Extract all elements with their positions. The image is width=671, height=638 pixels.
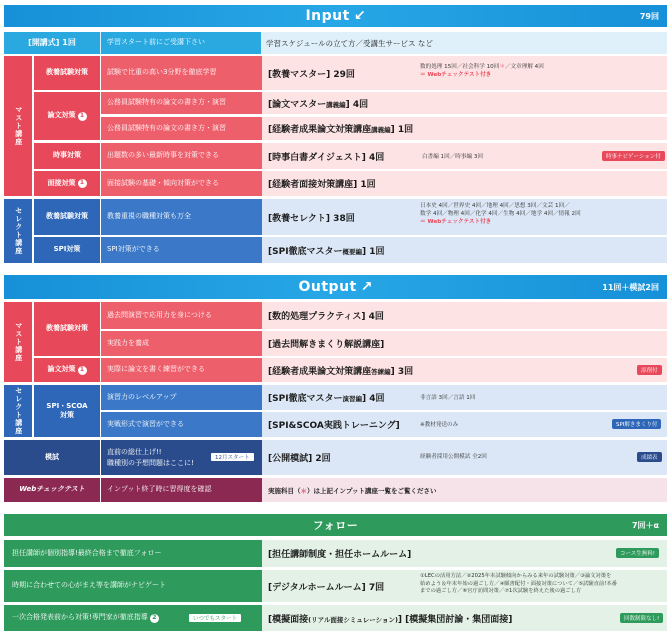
course-spi-master-practice: [SPI徹底マスター演習編] 4回 <box>268 394 385 404</box>
score-report-tag: 成績表 <box>637 452 662 462</box>
input-must-category-interview: 面接対策 1 <box>34 171 100 196</box>
webcheck-category: Webチェックテスト <box>4 478 100 502</box>
course-spi-master-overview: [SPI徹底マスター概要編] 1回 <box>268 246 385 257</box>
input-must-note: 白書編 1回／時事編 3回 <box>422 154 484 160</box>
input-select-category-general: 教養試験対策 <box>34 199 100 235</box>
follow-desc: 時期に合わせての心がまえ等を講師がナビゲート <box>4 570 262 602</box>
follow-desc: 一次合格発表前から対策!専門家が徹底指導 2 <box>4 605 262 631</box>
follow-note: ①LECの活用方法／②2025年本試験傾向からみる来年の試験対策／③論文対策を 始めよう＆年末年始の過ごし方／④願書配付・面接対策について／⑤試験直前!本番 までの過ごし方／⑥官庁訪問対策／⑦1次試験を終えた後の過ごし方 <box>420 573 617 595</box>
orientation-label: [開講式] 1回 <box>4 32 100 54</box>
input-must-category-general: 教養試験対策 <box>34 56 100 90</box>
mock-note: 経験者採用公開模試 全2回 <box>420 454 487 460</box>
input-select-group: セレクト講座 <box>4 199 32 263</box>
output-select-desc: 演習力のレベルアップ <box>101 385 262 410</box>
mock-category: 模試 <box>4 440 100 475</box>
output-select-group: セレクト講座 <box>4 385 32 437</box>
output-select-note: ※教材発送のみ <box>420 422 459 428</box>
input-must-note: 数的処理 15回／社会科学 10回＊／文章理解 4回 ＝ Webチェックテスト付き <box>420 64 544 79</box>
webcheck-desc: インプット終了時に習得度を確認 <box>101 478 262 502</box>
arrow-down-left-icon: ↙ <box>353 8 366 24</box>
input-title: Input <box>305 8 350 24</box>
input-must-desc: 公務員試験特有の論文の書き方・演習 <box>101 92 262 114</box>
jiji-navigation-tag: 時事ナビゲーション付 <box>602 151 665 161</box>
december-start-tag: 12月スタート <box>210 452 255 462</box>
output-select-category-spi-scoa: SPI・SCOA対策 <box>34 385 100 437</box>
follow-count: 7回＋α <box>631 520 659 530</box>
course-mock-interview: [模擬面接(リアル面接シミュレーション)] [模擬集団討論・集団面接] <box>268 614 513 625</box>
output-select-note: 非言語 3回／言語 1回 <box>420 395 476 401</box>
output-must-desc: 過去問演習で応用力を身につける <box>101 302 262 329</box>
input-count: 79回 <box>639 11 659 21</box>
input-select-category-spi: SPI対策 <box>34 237 100 263</box>
input-must-group: マスト講座 <box>4 56 32 196</box>
output-count: 11回＋模試2回 <box>602 282 659 292</box>
arrow-up-right-icon: ↗ <box>360 279 373 295</box>
course-free-tag: コース生無料! <box>616 548 659 558</box>
output-must-category-essay: 論文対策 1 <box>34 358 100 382</box>
input-must-desc: 試験で比重の高い3分野を徹底学習 <box>101 56 262 90</box>
input-must-desc: 出題数の多い最新時事を対策できる <box>101 143 262 169</box>
input-select-desc: 教養重視の職種対策も万全 <box>101 199 262 235</box>
course-keikensha-interview: [経験者面接対策講座] 1回 <box>268 180 376 190</box>
tensaku-tag: 添削付 <box>637 365 662 375</box>
input-must-desc: 面接試験の基礎・傾向対策ができる <box>101 171 262 196</box>
course-spi-scoa-training: [SPI&SCOA実践トレーニング] <box>268 421 400 431</box>
output-header <box>4 275 667 299</box>
follow-title: フォロー <box>312 519 359 532</box>
orientation-course: 学習スケジュールの立て方／受講生サービス など <box>266 38 433 48</box>
input-select-note: 日本史 4回／世界史 4回／地理 4回／思想 3回／文芸 1回／ 数学 4回／物理 4回／化学 4回／生物 4回／地学 4回／情報 2回 ＝ Webチェックテスト付き <box>420 203 581 226</box>
course-tannin-homeroom: [担任講師制度・担任ホームルーム] <box>268 550 412 560</box>
mock-desc: 直前の総仕上げ!! 職種別の予想問題はここに! <box>101 440 262 475</box>
course-digital-homeroom: [デジタルホームルーム] 7回 <box>268 582 385 593</box>
course-keikensha-ronbun-lecture: [経験者成果論文対策講座講義編] 1回 <box>268 125 414 135</box>
course-ronbun-master: [論文マスター講義編] 4回 <box>268 99 369 110</box>
output-must-desc: 実践力を養成 <box>101 331 262 356</box>
orientation-desc: 学習スタート前にご受講下さい <box>101 32 261 54</box>
output-select-desc: 実戦形式で演習ができる <box>101 412 262 437</box>
anytime-start-tag: いつでもスタート <box>188 613 242 623</box>
course-kyoyo-master: [教養マスター] 29回 <box>268 69 355 80</box>
webcheck-note: 実施科目（ ＊ ）は上記インプット講座一覧をご覧ください <box>268 486 437 495</box>
output-must-desc: 実際に論文を書く練習ができる <box>101 358 262 382</box>
course-jiji-digest: [時事白書ダイジェスト] 4回 <box>268 152 385 163</box>
follow-desc: 担任講師が個別指導!最終合格まで徹底フォロー <box>4 540 262 567</box>
output-must-group: マスト講座 <box>4 302 32 382</box>
course-suteki-practice: [数的処理プラクティス] 4回 <box>268 312 384 322</box>
input-header <box>4 5 667 27</box>
unlimited-tag: 回数制限なし! <box>620 613 663 623</box>
course-kyoyo-select: [教養セレクト] 38回 <box>268 213 355 224</box>
follow-header <box>4 514 667 536</box>
course-kakomon-kaisetsu: [過去問解きまくり解説講座] <box>268 340 385 350</box>
input-must-category-essay: 論文対策 1 <box>34 92 100 140</box>
output-must-category-general: 教養試験対策 <box>34 302 100 356</box>
spi-tokimakuri-tag: SPI解きまくり付 <box>612 419 661 429</box>
input-must-category-current: 時事対策 <box>34 143 100 169</box>
input-must-desc: 公務員試験特有の論文の書き方・演習 <box>101 117 262 140</box>
input-select-desc: SPI対策ができる <box>101 237 262 263</box>
course-keikensha-ronbun-answer: [経験者成果論文対策講座答練編] 3回 <box>268 366 414 377</box>
output-title: Output <box>298 279 357 295</box>
course-public-mock: [公開模試] 2回 <box>268 454 331 464</box>
